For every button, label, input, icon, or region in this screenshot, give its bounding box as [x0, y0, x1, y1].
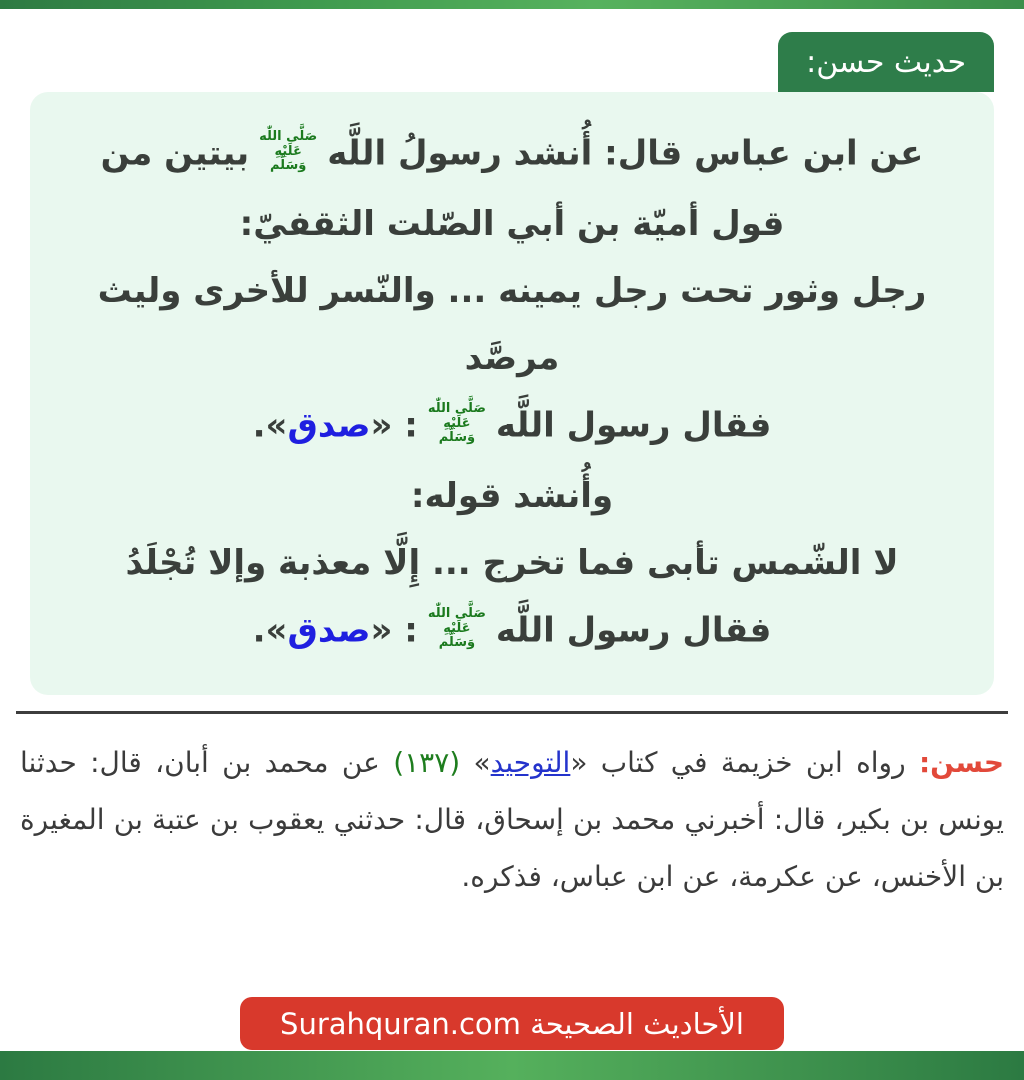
hadith-line-8 [52, 606, 972, 654]
book-title-link[interactable]: التوحيد [490, 746, 571, 779]
hadith-text-box [30, 92, 994, 695]
hadith-line-1 [52, 129, 972, 177]
hadith-line-7: لا الشّمس تأبى فما تخرج ... إِلَّا معذبة وإلا تُجْلَدُ [125, 543, 899, 584]
hadith-line-8-mid: : « [370, 610, 418, 651]
grade-label [778, 32, 994, 92]
grade-word: حسن: [918, 746, 1005, 779]
sadaqa-word: صدق [287, 610, 371, 651]
hadith-number: (١٣٧) [393, 746, 461, 779]
salat-symbol-icon: صَلَّى اللّٰه عَلَيْهِ وَسَلَّم [259, 129, 318, 174]
salat-symbol-icon: صَلَّى اللّٰه عَلَيْهِ وَسَلَّم [427, 401, 486, 446]
grade-label-text: حديث حسن: [806, 44, 966, 80]
salat-symbol-icon: صَلَّى اللّٰه عَلَيْهِ وَسَلَّم [427, 606, 486, 651]
takhrij-part-3: عن محمد بن أبان، قال: حدثنا يونس بن بكير، قال: أخبرني محمد بن إسحاق، قال: حدثني يعقوب بن عتبة بن المغيرة بن الأخنس، عن عكرمة، عن ابن عباس، فذكره. [20, 746, 1004, 893]
hadith-line-2: قول أميّة بن أبي الصّلت الثقفيّ: [239, 203, 785, 244]
sadaqa-word: صدق [287, 405, 371, 446]
site-footer-badge[interactable] [240, 997, 784, 1050]
divider-line [16, 711, 1008, 714]
hadith-line-5-post: ». [252, 405, 288, 446]
hadith-line-5 [52, 401, 972, 449]
hadith-line-4: مرصَّد [464, 338, 560, 379]
hadith-line-5-mid: : « [370, 405, 418, 446]
site-footer-label: الأحاديث الصحيحة Surahquran.com [280, 1006, 744, 1041]
hadith-line-8-pre: فقال رسول اللَّه [495, 610, 772, 651]
bottom-green-bar [0, 1051, 1024, 1080]
hadith-line-5-pre: فقال رسول اللَّه [495, 405, 772, 446]
hadith-line-6: وأُنشد قوله: [410, 475, 614, 516]
hadith-line-3: رجل وثور تحت رجل يمينه ... والنّسر للأخرى وليث [97, 270, 927, 311]
takhrij-part-2: » [460, 746, 491, 779]
hadith-line-1-pre: عن ابن عباس قال: أُنشد رسولُ اللَّه [327, 133, 924, 174]
takhrij-paragraph [20, 734, 1004, 905]
hadith-line-1-post: بيتين من [100, 133, 250, 174]
takhrij-part-1: رواه ابن خزيمة في كتاب « [570, 746, 919, 779]
top-green-bar [0, 0, 1024, 9]
hadith-line-8-post: ». [252, 610, 288, 651]
